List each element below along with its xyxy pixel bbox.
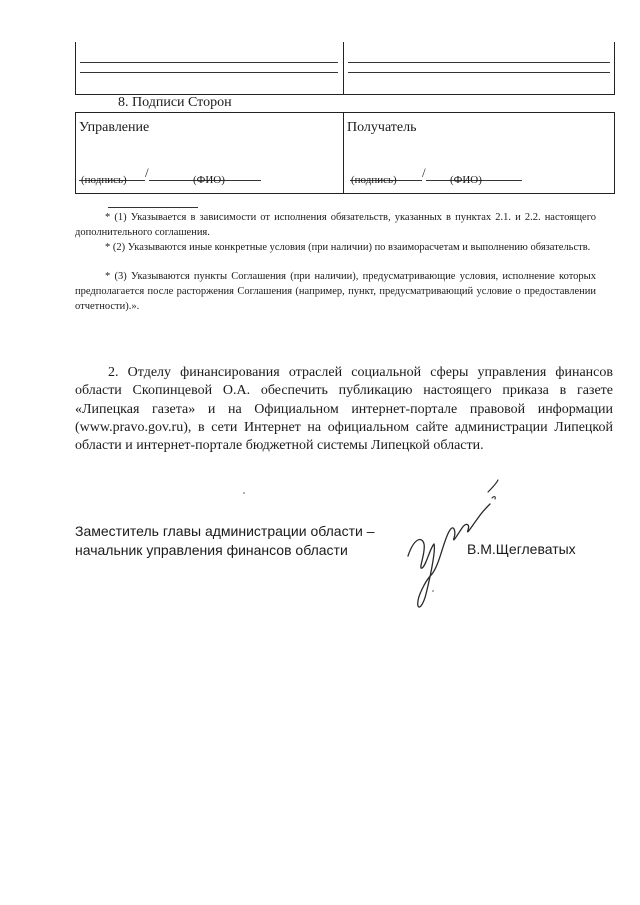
party-name-left: Управление <box>79 120 150 135</box>
name-caption-left: (ФИО) <box>193 174 225 186</box>
table-divider <box>343 42 344 94</box>
footnote-3: * (3) Указываются пункты Соглашения (при наличии), предусматривающие условия, исполнение которых предполагается после расторжения Соглашения (например, пункт, предусматривающий условие о предоставлении отчетности).». <box>75 271 596 312</box>
blank-line <box>348 62 610 63</box>
signer-title <box>75 522 374 560</box>
party-name-right: Получатель <box>347 120 417 135</box>
signature-slash: / <box>145 165 149 180</box>
order-paragraph: 2. Отделу финансирования отраслей социальной сферы управления финансов области Скопинцевой О.А. обеспечить публикацию настоящего приказа в газете «Липецкая газета» и на Официальном интернет-портале правовой информации (www.pravo.gov.ru), в сети Интернет на официальном сайте администрации Липецкой области и интернет-портале бюджетной системы Липецкой области. <box>75 365 613 454</box>
footnote-2: * (2) Указываются иные конкретные условия (при наличии) по взаиморасчетам и выполнению обязательств. <box>105 242 591 253</box>
scan-speck <box>432 590 434 592</box>
signature-cell-right <box>344 113 614 193</box>
blank-line <box>80 62 338 63</box>
footnote-rule <box>108 207 198 208</box>
signer-title-line-1: Заместитель главы администрации области – <box>75 523 375 539</box>
name-caption-right: (ФИО) <box>450 174 482 186</box>
signatures-table <box>75 112 615 194</box>
signature-slash: / <box>422 165 426 180</box>
signer-title-line-2: начальник управления финансов области <box>75 542 348 558</box>
sign-caption-right: (подпись) <box>351 174 397 186</box>
section-title: 8. Подписи Сторон <box>118 95 232 110</box>
signer-name: В.М.Щеглеватых <box>467 541 576 557</box>
previous-table-fragment <box>75 42 615 95</box>
signature-cell-left <box>76 113 343 193</box>
scan-speck <box>243 492 245 494</box>
sign-caption-left: (подпись) <box>81 174 127 186</box>
blank-line <box>348 72 610 73</box>
blank-line <box>80 72 338 73</box>
footnote-1: * (1) Указывается в зависимости от исполнения обязательств, указанных в пунктах 2.1. и 2.2. настоящего дополнительного соглашения. <box>75 212 596 238</box>
